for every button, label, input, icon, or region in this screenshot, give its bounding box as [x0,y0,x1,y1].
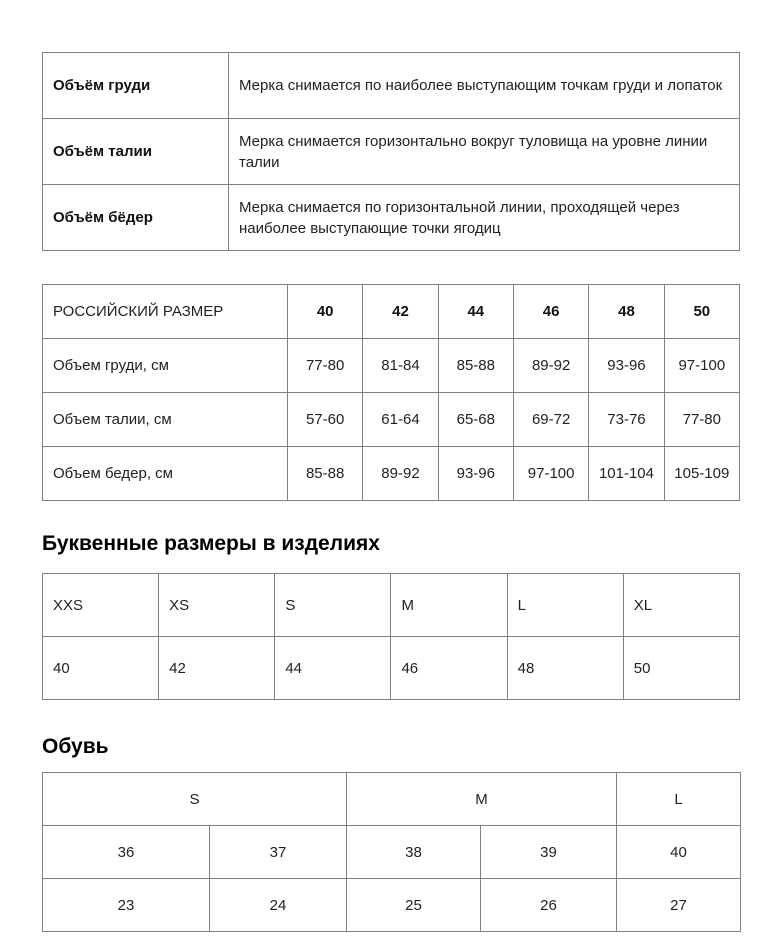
range-cell: 105-109 [664,447,739,501]
table-row [43,637,740,700]
table-row [43,339,740,393]
shoe-cm-size-cell: 25 [347,879,481,932]
measurements-table [42,52,740,251]
number-size-cell: 48 [507,637,623,700]
size-column-header: 48 [589,285,664,339]
range-cell: 101-104 [589,447,664,501]
table-row [43,53,740,119]
shoe-eu-size-cell: 37 [210,826,347,879]
measurement-label: Объём талии [43,119,229,185]
shoe-cm-size-cell: 23 [43,879,210,932]
table-row [43,879,741,932]
range-cell: 73-76 [589,393,664,447]
size-column-header: 46 [513,285,588,339]
letter-size-cell: M [391,574,507,637]
shoe-cm-size-cell: 26 [481,879,617,932]
measurement-description: Мерка снимается горизонтально вокруг туловища на уровне линии талии [229,119,740,185]
size-column-header: 42 [363,285,438,339]
shoe-group-cell: S [43,773,347,826]
number-size-cell: 50 [623,637,739,700]
measurement-label: Объём бёдер [43,185,229,251]
range-cell: 85-88 [288,447,363,501]
shoe-cm-size-cell: 27 [617,879,741,932]
shoe-eu-size-cell: 38 [347,826,481,879]
table-header-row [43,574,740,637]
number-size-cell: 40 [43,637,159,700]
letter-size-cell: S [275,574,391,637]
number-size-cell: 42 [159,637,275,700]
russian-size-header-label: РОССИЙСКИЙ РАЗМЕР [43,285,288,339]
range-cell: 77-80 [288,339,363,393]
measurement-description: Мерка снимается по наиболее выступающим точкам груди и лопаток [229,53,740,119]
measurement-row-label: Объем талии, см [43,393,288,447]
range-cell: 57-60 [288,393,363,447]
range-cell: 61-64 [363,393,438,447]
shoe-eu-size-cell: 40 [617,826,741,879]
letter-size-cell: L [507,574,623,637]
table-row [43,826,741,879]
table-header-row [43,285,740,339]
letter-size-cell: XS [159,574,275,637]
letter-sizes-table [42,573,740,700]
range-cell: 69-72 [513,393,588,447]
table-row [43,185,740,251]
measurement-label: Объём груди [43,53,229,119]
size-column-header: 44 [438,285,513,339]
shoe-group-cell: L [617,773,741,826]
table-row [43,447,740,501]
range-cell: 89-92 [363,447,438,501]
shoes-size-table [42,772,741,932]
letter-size-cell: XL [623,574,739,637]
range-cell: 89-92 [513,339,588,393]
number-size-cell: 44 [275,637,391,700]
range-cell: 97-100 [664,339,739,393]
shoe-group-cell: M [347,773,617,826]
letter-size-cell: XXS [43,574,159,637]
range-cell: 77-80 [664,393,739,447]
size-column-header: 50 [664,285,739,339]
size-column-header: 40 [288,285,363,339]
range-cell: 85-88 [438,339,513,393]
shoes-heading: Обувь [42,735,109,758]
measurement-row-label: Объем бедер, см [43,447,288,501]
table-header-row [43,773,741,826]
russian-size-table [42,284,740,501]
range-cell: 65-68 [438,393,513,447]
table-row [43,393,740,447]
shoe-eu-size-cell: 39 [481,826,617,879]
measurement-row-label: Объем груди, см [43,339,288,393]
range-cell: 97-100 [513,447,588,501]
shoe-eu-size-cell: 36 [43,826,210,879]
range-cell: 93-96 [589,339,664,393]
letter-sizes-heading: Буквенные размеры в изделиях [42,532,380,555]
number-size-cell: 46 [391,637,507,700]
table-row [43,119,740,185]
range-cell: 93-96 [438,447,513,501]
measurement-description: Мерка снимается по горизонтальной линии, проходящей через наиболее выступающие точки ягодиц [229,185,740,251]
shoe-cm-size-cell: 24 [210,879,347,932]
range-cell: 81-84 [363,339,438,393]
